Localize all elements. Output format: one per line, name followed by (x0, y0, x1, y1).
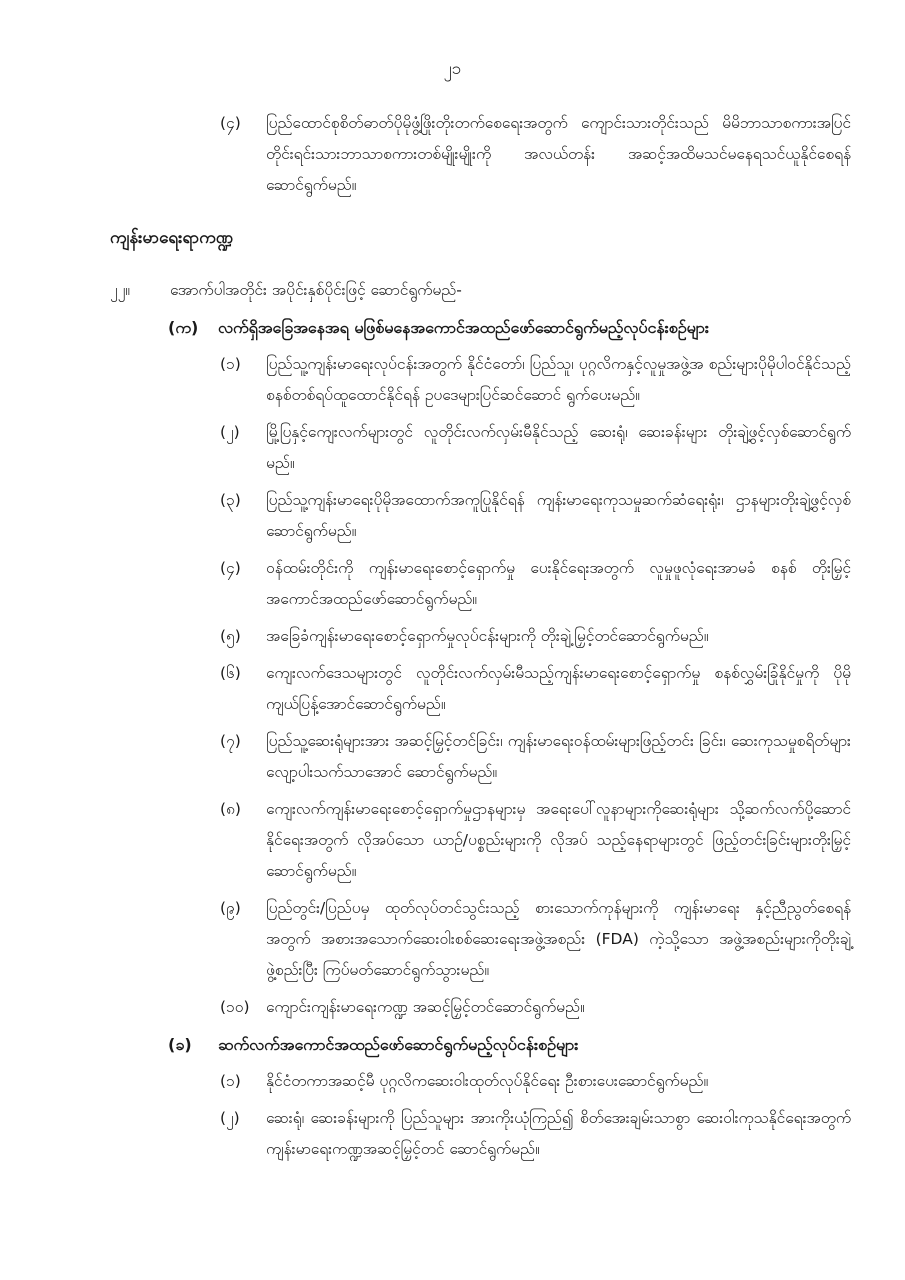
item-number: (၂) (220, 1109, 240, 1127)
list-item (0, 417, 905, 479)
item-text: ပြည်ထောင်စုစိတ်ဓာတ်ပိုမိုဖွံ့ဖြိုးတိုးတက်စေရေးအတွက် ကျောင်းသားတိုင်းသည် မိမိဘာသာစကားအပြင် တိုင်းရင်းသားဘာသာစကားတစ်မျိုးမျိုးကို အလယ်တန်း အဆင့်အထိမသင်မနေရသင်ယူနိုင်စေရန်ဆောင်ရွက်မည်။ (266, 114, 851, 194)
item-text: ကျေးလက်ကျန်းမာရေးစောင့်ရှောက်မှုဌာနများမှ အရေးပေါ်လူနာများကိုဆေးရုံများ သို့ဆက်လက်ပို့ဆောင်နိုင်ရေးအတွက် လိုအပ်သော ယာဉ်/ပစ္စည်းများကို လိုအပ် သည့်နေရာများတွင် ဖြည့်တင်းခြင်းများတိုးမြှင့်ဆောင်ရွက်မည်။ (266, 800, 851, 880)
item-text: ကျောင်းကျန်းမာရေးကဏ္ဍ အဆင့်မြှင့်တင်ဆောင်ရွက်မည်။ (266, 998, 585, 1016)
sub-heading-text: ဆက်လက်အကောင်အထည်ဖော်ဆောင်ရွက်မည့်လုပ်ငန်းစဉ်များ (218, 1035, 579, 1054)
item-text: နိုင်ငံတကာအဆင့်မီ ပုဂ္ဂလိကဆေးဝါးထုတ်လုပ်နိုင်ရေး ဦးစားပေးဆောင်ရွက်မည်။ (266, 1072, 709, 1090)
item-number: (၇) (220, 732, 241, 750)
item-number: (၄) (220, 114, 241, 132)
list-item-intro (0, 108, 905, 201)
item-number: (၁) (220, 355, 241, 373)
item-text: ဆေးရုံ၊ ဆေးခန်းများကို ပြည်သူများ အားကိုးယုံကြည်၍ စိတ်အေးချမ်းသာစွာ ဆေးဝါးကုသနိုင်ရေးအတွက် ကျန်းမာရေးကဏ္ဍအဆင့်မြှင့်တင် ဆောင်ရွက်မည်။ (266, 1109, 851, 1158)
item-number: (၉) (220, 899, 241, 917)
list-item (0, 658, 905, 720)
item-number: (၂) (220, 423, 240, 441)
list-item (0, 553, 905, 615)
item-number: (၅) (220, 627, 241, 645)
page-content (0, 108, 905, 1171)
item-number: (၆) (220, 664, 241, 682)
sub-heading-number: (က) (168, 318, 199, 337)
list-item (0, 794, 905, 887)
item-text: မြို့ပြနှင့်ကျေးလက်များတွင် လူတိုင်းလက်လှမ်းမီနိုင်သည့် ဆေးရုံ၊ ဆေးခန်းများ တိုးချဲ့ဖွင့်လှစ်ဆောင်ရွက်မည်။ (266, 423, 851, 472)
page-number: ၂၁ (443, 59, 462, 79)
item-text: ဝန်ထမ်းတိုင်းကို ကျန်းမာရေးစောင့်ရှောက်မှု ပေးနိုင်ရေးအတွက် လူမှုဖူလုံရေးအာမခံ စနစ် တိုးမြှင့်အကောင်အထည်ဖော်ဆောင်ရွက်မည်။ (266, 559, 851, 608)
paragraph-text: အောက်ပါအတိုင်း အပိုင်းနှစ်ပိုင်းဖြင့် ဆောင်ရွက်မည်- (170, 281, 462, 299)
list-item (0, 485, 905, 547)
list-item (0, 621, 905, 652)
item-text: ပြည်သူ့ဆေးရုံများအား အဆင့်မြှင့်တင်ခြင်း၊ ကျန်းမာရေးဝန်ထမ်းများဖြည့်တင်း ခြင်း၊ ဆေးကုသမှုစရိတ်များလျော့ပါးသက်သာအောင် ဆောင်ရွက်မည်။ (266, 732, 851, 781)
paragraph-22 (0, 275, 905, 306)
sub-heading-a (0, 312, 905, 343)
list-item (0, 1066, 905, 1097)
item-text: ပြည်တွင်း/ပြည်ပမှ ထုတ်လုပ်တင်သွင်းသည့် စားသောက်ကုန်များကို ကျန်းမာရေး နှင့်ညီညွတ်စေရန်အတွက် အစားအသောက်ဆေးဝါးစစ်ဆေးရေးအဖွဲ့အစည်း (FDA) ကဲ့သို့သော အဖွဲ့အစည်းများကိုတိုးချဲ့ဖွဲ့စည်းပြီး ကြပ်မတ်ဆောင်ရွက်သွားမည်။ (266, 899, 851, 979)
list-item (0, 349, 905, 411)
paragraph-number: ၂၂။ (110, 281, 130, 299)
item-text: ပြည်သူ့ကျန်းမာရေးလုပ်ငန်းအတွက် နိုင်ငံတော်၊ ပြည်သူ၊ ပုဂ္ဂလိကနှင့်လူမှုအဖွဲ့အ စည်းများပိုမိုပါဝင်နိုင်သည့် စနစ်တစ်ရပ်ထူထောင်နိုင်ရန် ဥပဒေများပြင်ဆင်ဆောင် ရွက်ပေးမည်။ (266, 355, 851, 404)
item-number: (၃) (220, 491, 241, 509)
item-number: (၄) (220, 559, 241, 577)
item-number: (၈) (220, 800, 241, 818)
item-text: ကျေးလက်ဒေသများတွင် လူတိုင်းလက်လှမ်းမီသည့်ကျန်းမာရေးစောင့်ရှောက်မှု စနစ်လွှမ်းခြုံနိုင်မှုကို ပိုမိုကျယ်ပြန့်အောင်ဆောင်ရွက်မည်။ (266, 664, 851, 713)
list-item (0, 726, 905, 788)
section-heading-health: ကျန်းမာရေးရာကဏ္ဍ (110, 228, 233, 248)
item-text: အခြေခံကျန်းမာရေးစောင့်ရှောက်မှုလုပ်ငန်းများကို တိုးချဲ့မြှင့်တင်ဆောင်ရွက်မည်။ (266, 627, 709, 645)
sub-heading-number: (ခ) (168, 1035, 192, 1054)
item-text: ပြည်သူ့ကျန်းမာရေးပိုမိုအထောက်အကူပြုနိုင်ရန် ကျန်းမာရေးကုသမှုဆက်ဆံရေးရုံး၊ ဌာနများတိုးချဲ့ဖွင့်လှစ်ဆောင်ရွက်မည်။ (266, 491, 851, 540)
list-item (0, 893, 905, 986)
item-number: (၁၀) (220, 998, 250, 1016)
item-number: (၁) (220, 1072, 241, 1090)
list-item (0, 992, 905, 1023)
list-item (0, 1103, 905, 1165)
sub-heading-b (0, 1029, 905, 1060)
sub-heading-text: လက်ရှိအခြေအနေအရ မဖြစ်မနေအကောင်အထည်ဖော်ဆောင်ရွက်မည့်လုပ်ငန်းစဉ်များ (218, 318, 709, 337)
